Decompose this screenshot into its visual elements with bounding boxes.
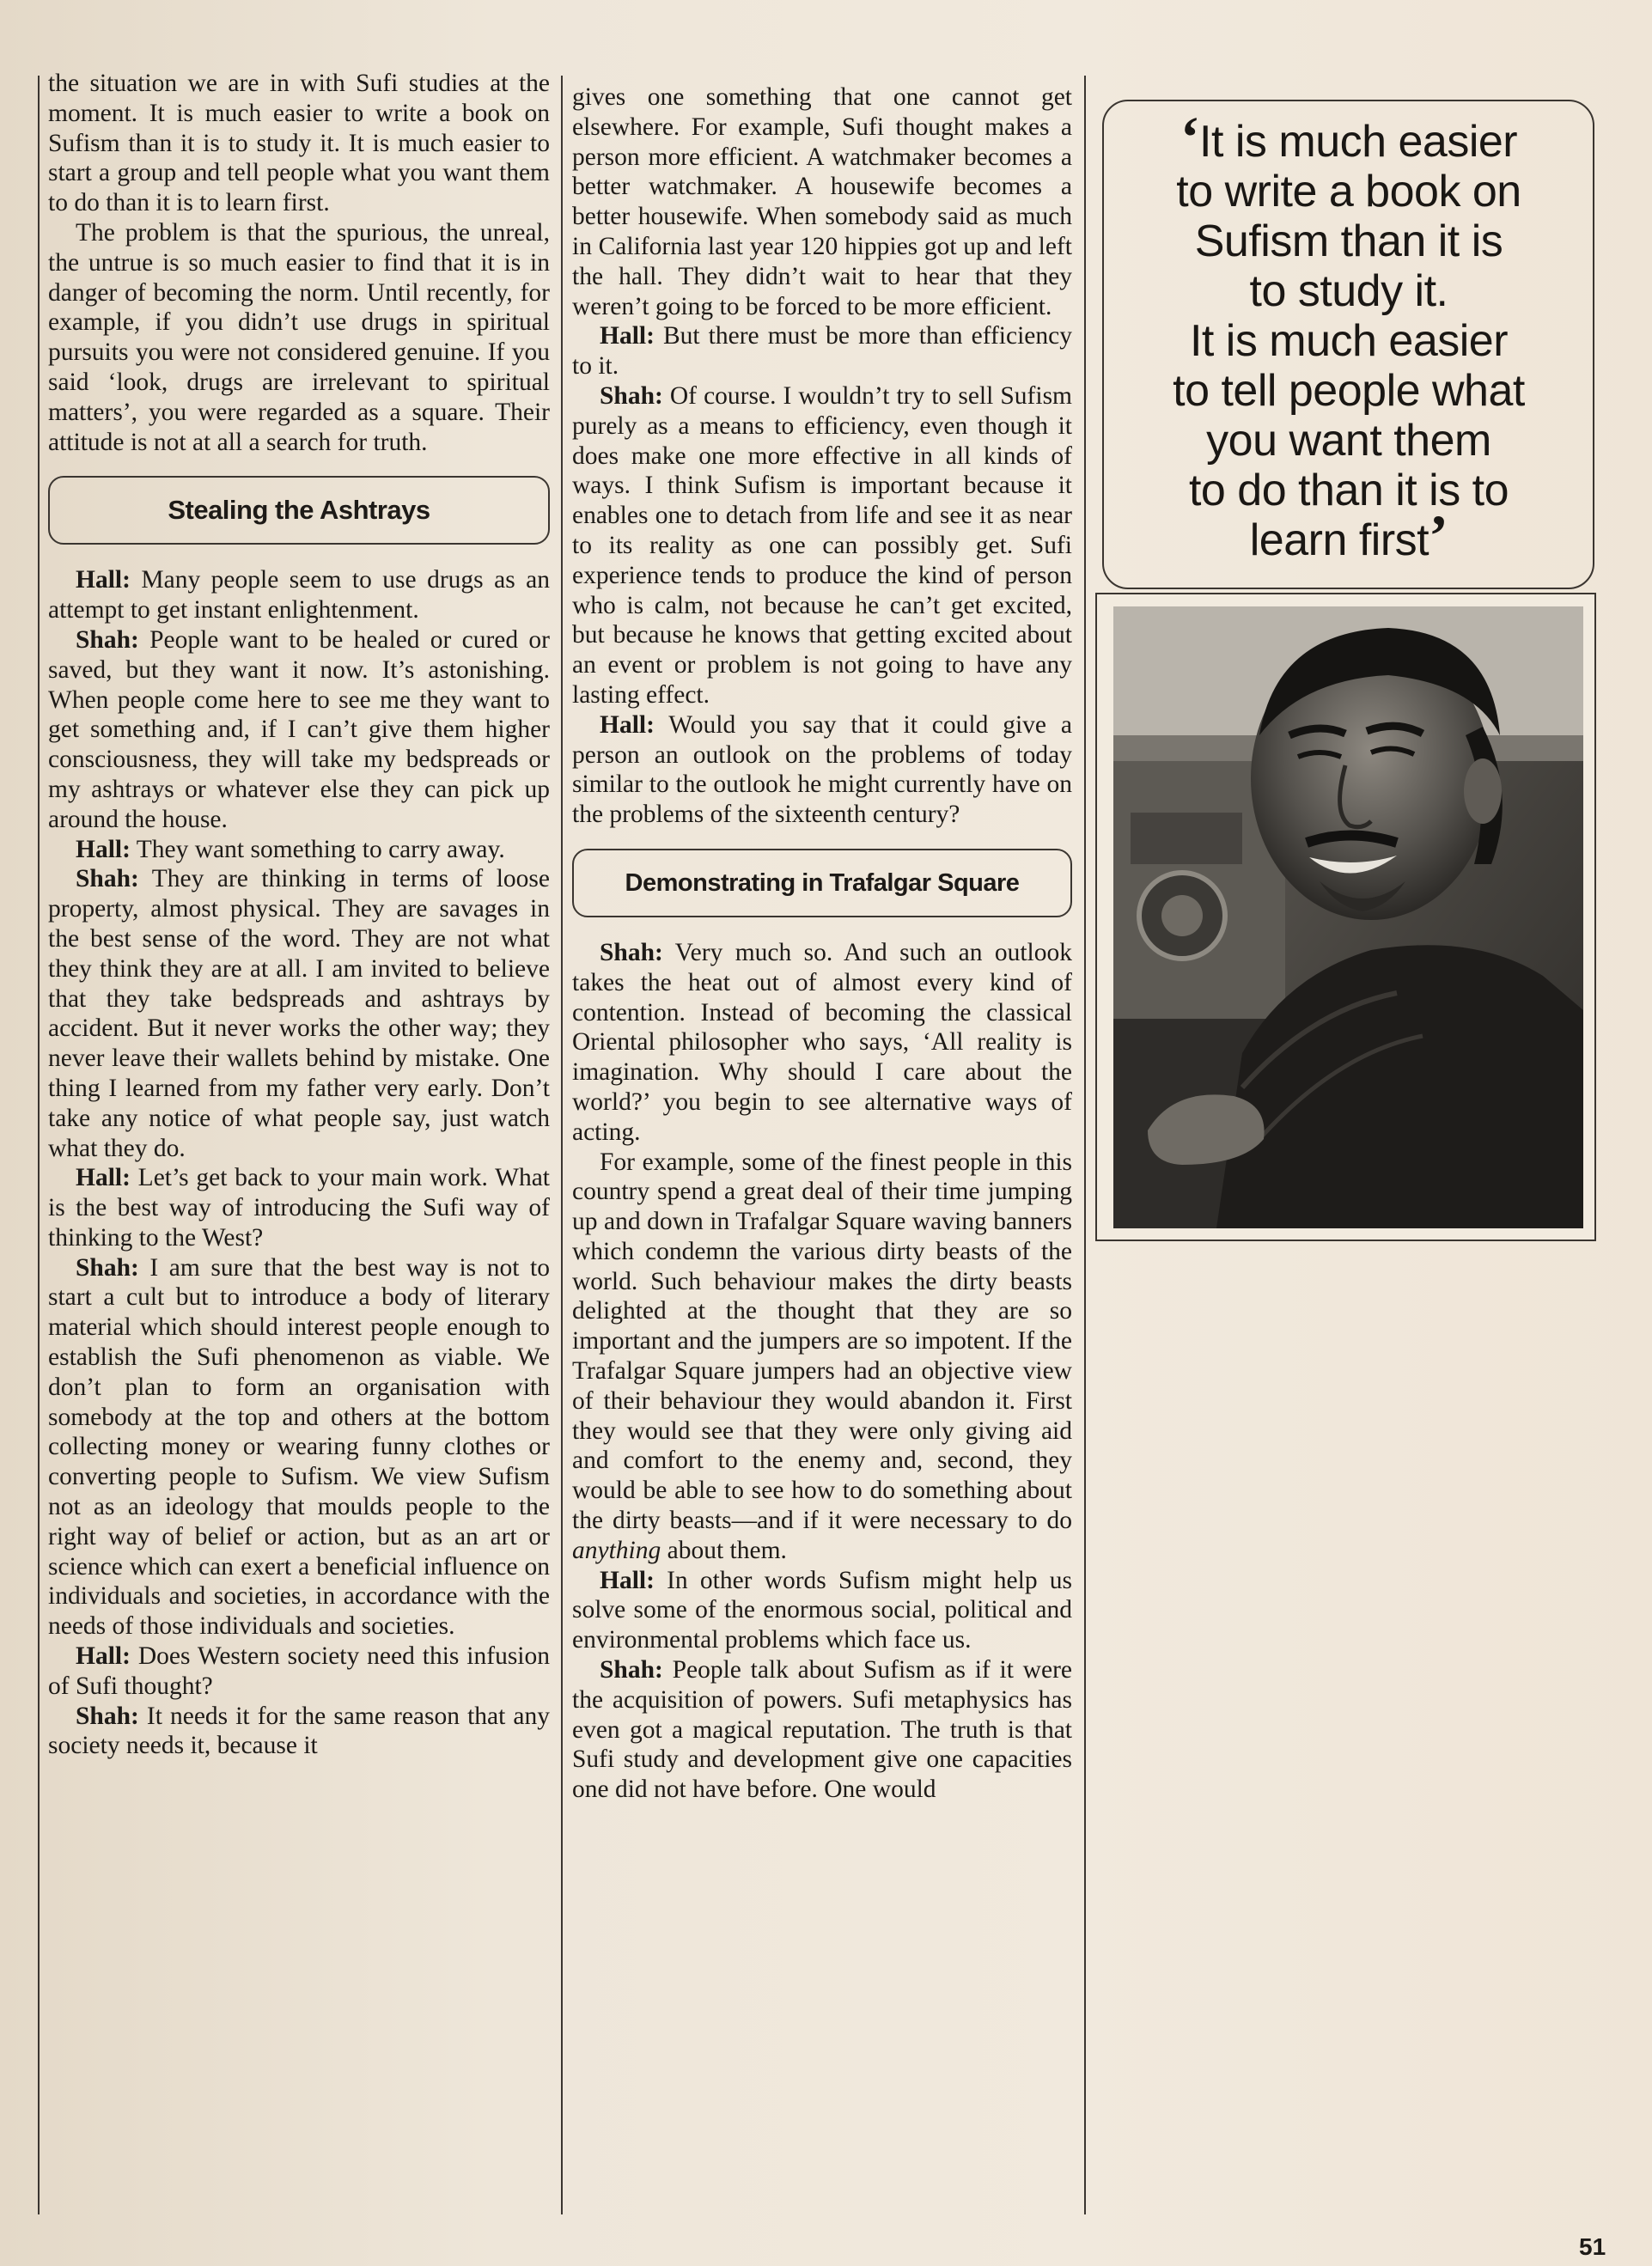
paragraph-text: Would you say that it could give a person an outlook on the problems of today similar to the outlook he might currently have on the problems of the sixteenth century?: [572, 710, 1072, 829]
speaker-label: Hall:: [600, 1566, 655, 1594]
paragraph: [48, 565, 550, 625]
paragraph: [48, 1642, 550, 1702]
paragraph: The problem is that the spurious, the unreal, the untrue is so much easier to find that it is in danger of becoming the norm. Until recently, for example, if you didn’t use drugs in spiritual pursuits you were not considered genuine. If you said ‘look, drugs are irrelevant to spiritual matters’, you were regarded as a square. Their attitude is not at all a search for truth.: [48, 218, 550, 456]
speaker-label: Hall:: [76, 566, 131, 594]
speaker-label: Shah:: [76, 865, 139, 893]
pull-quote: [1108, 104, 1589, 568]
pull-quote-line: to write a book on: [1176, 167, 1521, 216]
paragraph: [48, 1702, 550, 1762]
paragraph-text: But there must be more than efficiency to it.: [572, 322, 1072, 381]
page-number: 51: [1579, 2233, 1606, 2260]
paragraph: [48, 625, 550, 835]
paragraph: [572, 938, 1072, 1148]
paragraph: [48, 835, 550, 865]
subheading-demonstrating-in-trafalgar-square: Demonstrating in Trafalgar Square: [572, 849, 1072, 917]
paragraph-text: People want to be healed or cured or saved, but they want it now. It’s astonishing. When people come here to see me they want to get something and, if I can’t give them higher consciousness, they will take my bedspreads or my ashtrays or whatever else they can pick up around the house.: [48, 625, 550, 833]
text-column-2: [572, 82, 1072, 2239]
speaker-label: Shah:: [76, 1253, 139, 1282]
open-quote-mark: ‘: [1180, 104, 1200, 169]
pull-quote-line: It is much easier: [1189, 316, 1509, 366]
speaker-label: Hall:: [600, 710, 655, 739]
paragraph-text: about them.: [661, 1536, 787, 1564]
paragraph-text: Very much so. And such an outlook takes the heat out of almost every kind of contention. Instead of becoming the classical Oriental philosopher who says, ‘All reality is imagination. Why should I care about the world?’ you begin to see alternative ways of acting.: [572, 938, 1072, 1146]
speaker-label: Shah:: [600, 938, 663, 966]
portrait-photo: [1113, 606, 1583, 1228]
speaker-label: Hall:: [76, 1642, 131, 1671]
paragraph-text: Many people seem to use drugs as an attempt to get instant enlightenment.: [48, 566, 550, 624]
column-rule-right: [1084, 76, 1086, 2214]
paragraph: [48, 1163, 550, 1252]
speaker-label: Shah:: [600, 1656, 663, 1684]
speaker-label: Hall:: [76, 1164, 131, 1192]
subheading-stealing-the-ashtrays: Stealing the Ashtrays: [48, 476, 550, 545]
pull-quote-line: to study it.: [1249, 266, 1448, 316]
paragraph-text: People talk about Sufism as if it were the acquisition of powers. Sufi metaphysics has even got a magical reputation. The truth is that Sufi study and development give one capacities one did not have before. One would: [572, 1656, 1072, 1804]
paragraph: [572, 321, 1072, 381]
speaker-label: Hall:: [76, 835, 131, 863]
paragraph-text: I am sure that the best way is not to start a cult but to introduce a body of literary material which should interest people enough to establish the Sufi phenomenon as viable. We don’t plan to form an organisation with somebody at the top and others at the bottom collecting money or wearing funny clothes or converting people to Sufism. We view Sufism not as an ideology that moulds people to the right way of belief or action, but as an art or science which can exert a beneficial influence on individuals and societies, in accordance with the needs of those individuals and societies.: [48, 1253, 550, 1641]
paragraph-text: Of course. I wouldn’t try to sell Sufism purely as a means to efficiency, even though it does make one more effective in all kinds of ways. I think Sufism is important because it enables one to detach from life and see it as near to its reality as one can possibly get. Sufi experience tends to produce the kind of person who is calm, not because he can’t get excited, but because he knows that getting excited about an event or problem is not going to have any lasting effect.: [572, 381, 1072, 709]
paragraph: [572, 1148, 1072, 1566]
paragraph: [48, 864, 550, 1163]
portrait-illustration: [1113, 606, 1583, 1228]
paragraph: [48, 1253, 550, 1642]
paragraph: [572, 710, 1072, 830]
speaker-label: Shah:: [76, 1702, 139, 1730]
paragraph: gives one something that one cannot get elsewhere. For example, Sufi thought makes a person more efficient. A watchmaker becomes a better watchmaker. A housewife becomes a better housewife. When somebody said as much in California last year 120 hippies got up and left the hall. They didn’t wait to hear that they weren’t going to be forced to be more efficient.: [572, 83, 1072, 320]
paragraph: [572, 1566, 1072, 1655]
speaker-label: Shah:: [76, 625, 139, 654]
speaker-label: Shah:: [600, 381, 663, 410]
paragraph: the situation we are in with Sufi studies at the moment. It is much easier to write a book on Sufism than it is to study it. It is much easier to start a group and tell people what you want them to do than it is to learn first.: [48, 70, 550, 217]
pull-quote-line: to do than it is to: [1188, 466, 1509, 515]
text-column-1: [48, 69, 550, 2225]
column-rule-left: [38, 76, 40, 2214]
pull-quote-line: you want them: [1206, 416, 1491, 466]
pull-quote-line: Sufism than it is: [1194, 216, 1503, 266]
paragraph: [572, 1655, 1072, 1805]
paragraph: [572, 381, 1072, 710]
paragraph-text: Let’s get back to your main work. What is the best way of introducing the Sufi way of thinking to the West?: [48, 1164, 550, 1252]
paragraph-text: In other words Sufism might help us solve some of the enormous social, political and environmental problems which face us.: [572, 1566, 1072, 1654]
speaker-label: Hall:: [600, 322, 655, 350]
column-rule-middle: [561, 76, 563, 2214]
pull-quote-line: ‘It is much easier: [1180, 104, 1518, 169]
paragraph-text: They are thinking in terms of loose property, almost physical. They are savages in the best sense of the word. They are not what they think they are at all. I am invited to believe that they take bedspreads and ashtrays by accident. But it never works the other way; they never leave their wallets behind by mistake. One thing I learned from my father very early. Don’t take any notice of what people say, just watch what they do.: [48, 865, 550, 1162]
paragraph-text: For example, some of the finest people in this country spend a great deal of their time jumping up and down in Trafalgar Square waving banners which condemn the various dirty beasts of the world. Such behaviour makes the dirty beasts delighted at the thought that they are so important and the jumpers are so impotent. If the Trafalgar Square jumpers had an objective view of their behaviour they would abandon it. First they would see that they were only giving aid and comfort to the enemy and, second, they would be able to see how to do something about the dirty beasts—and if it were necessary to do: [572, 1148, 1072, 1535]
close-quote-mark: ’: [1429, 503, 1448, 568]
paragraph-text: Does Western society need this infusion of Sufi thought?: [48, 1642, 550, 1700]
paragraph-text: It needs it for the same reason that any society needs it, because it: [48, 1702, 550, 1760]
paragraph-text: They want something to carry away.: [130, 835, 505, 863]
pull-quote-line: learn first’: [1249, 503, 1448, 568]
pull-quote-line: to tell people what: [1173, 366, 1525, 416]
emphasis-text: anything: [572, 1536, 661, 1564]
